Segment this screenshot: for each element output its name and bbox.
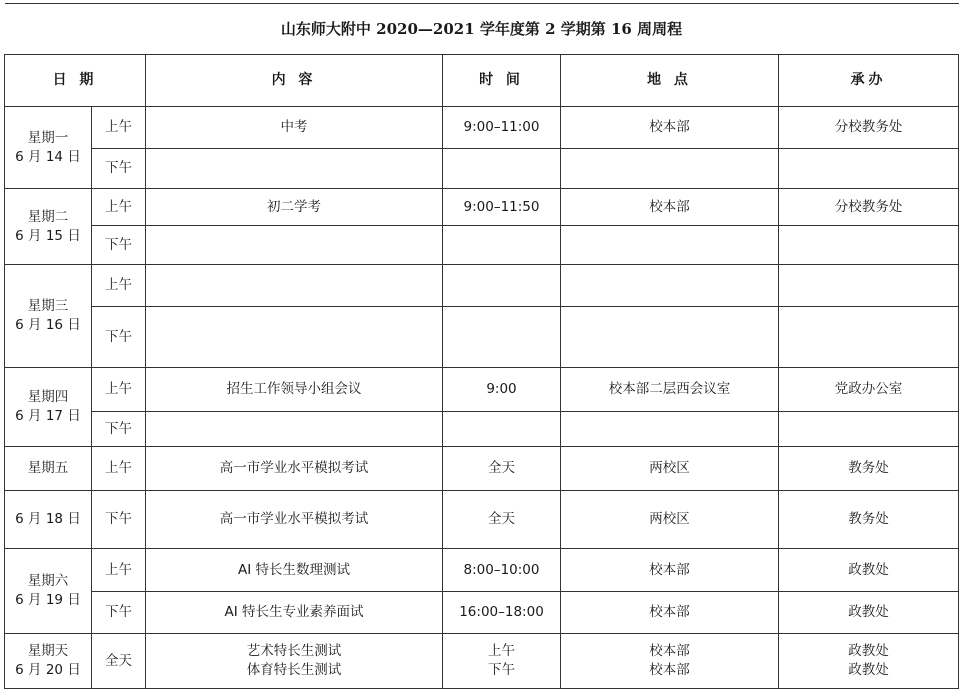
time-cell bbox=[443, 265, 561, 307]
content-cell bbox=[146, 634, 443, 689]
period-cell: 下午 bbox=[92, 592, 146, 634]
content-line: 艺术特长生测试 bbox=[246, 643, 342, 659]
host-cell bbox=[779, 634, 959, 689]
content-cell: 高一市学业水平模拟考试 bbox=[146, 447, 443, 491]
host-cell bbox=[779, 307, 959, 368]
content-cell bbox=[146, 412, 443, 447]
place-cell bbox=[561, 265, 779, 307]
content-cell: 高一市学业水平模拟考试 bbox=[146, 491, 443, 549]
host-cell: 政教处 bbox=[779, 549, 959, 592]
day-weekday: 星期三 bbox=[27, 298, 69, 314]
content-cell bbox=[146, 307, 443, 368]
table-row bbox=[5, 549, 959, 592]
period-cell: 下午 bbox=[92, 307, 146, 368]
period-cell: 上午 bbox=[92, 107, 146, 149]
place-cell: 两校区 bbox=[561, 447, 779, 491]
schedule-table bbox=[4, 3, 959, 689]
day-weekday: 星期四 bbox=[27, 389, 69, 405]
time-cell bbox=[443, 634, 561, 689]
host-cell: 党政办公室 bbox=[779, 368, 959, 412]
period-cell: 上午 bbox=[92, 265, 146, 307]
time-line: 下午 bbox=[488, 662, 515, 678]
place-cell: 校本部二层西会议室 bbox=[561, 368, 779, 412]
schedule-sheet bbox=[4, 3, 958, 693]
day-weekday: 星期六 bbox=[27, 573, 69, 589]
table-row bbox=[5, 491, 959, 549]
table-row bbox=[5, 265, 959, 307]
day-date-cell: 6 月 18 日 bbox=[5, 491, 92, 549]
host-line: 政教处 bbox=[848, 643, 889, 659]
host-cell: 政教处 bbox=[779, 592, 959, 634]
place-line: 校本部 bbox=[649, 662, 690, 678]
period-cell: 上午 bbox=[92, 447, 146, 491]
time-cell: 16:00–18:00 bbox=[443, 592, 561, 634]
period-cell: 下午 bbox=[92, 412, 146, 447]
host-cell: 分校教务处 bbox=[779, 189, 959, 226]
table-row bbox=[5, 189, 959, 226]
time-cell: 全天 bbox=[443, 491, 561, 549]
table-row bbox=[5, 634, 959, 689]
host-cell: 教务处 bbox=[779, 447, 959, 491]
content-line: 体育特长生测试 bbox=[246, 662, 342, 678]
place-cell: 校本部 bbox=[561, 189, 779, 226]
period-cell: 上午 bbox=[92, 549, 146, 592]
place-line: 校本部 bbox=[649, 643, 690, 659]
day-date: 6 月 14 日 bbox=[15, 148, 81, 165]
place-cell: 校本部 bbox=[561, 549, 779, 592]
place-cell bbox=[561, 412, 779, 447]
host-cell: 分校教务处 bbox=[779, 107, 959, 149]
time-cell bbox=[443, 149, 561, 189]
table-row bbox=[5, 107, 959, 149]
time-cell bbox=[443, 226, 561, 265]
host-cell bbox=[779, 149, 959, 189]
period-cell: 下午 bbox=[92, 491, 146, 549]
day-weekday-cell: 星期五 bbox=[5, 447, 92, 491]
page-title: 山东师大附中 2020—2021 学年度第 2 学期第 16 周周程 bbox=[5, 4, 959, 55]
period-cell: 下午 bbox=[92, 149, 146, 189]
time-line: 上午 bbox=[488, 643, 515, 659]
table-row bbox=[5, 307, 959, 368]
table-row bbox=[5, 149, 959, 189]
day-cell bbox=[5, 549, 92, 634]
day-cell bbox=[5, 265, 92, 368]
time-cell bbox=[443, 307, 561, 368]
period-cell: 下午 bbox=[92, 226, 146, 265]
place-cell bbox=[561, 634, 779, 689]
header-host: 承办 bbox=[779, 55, 959, 107]
day-date: 6 月 16 日 bbox=[15, 317, 81, 333]
table-row bbox=[5, 412, 959, 447]
day-cell bbox=[5, 634, 92, 689]
host-cell: 教务处 bbox=[779, 491, 959, 549]
place-cell: 校本部 bbox=[561, 107, 779, 149]
table-row bbox=[5, 368, 959, 412]
day-weekday: 星期一 bbox=[27, 129, 69, 146]
content-cell: AI 特长生专业素养面试 bbox=[146, 592, 443, 634]
day-weekday: 星期天 bbox=[27, 643, 69, 659]
day-cell bbox=[5, 107, 92, 189]
time-cell bbox=[443, 412, 561, 447]
header-place: 地 点 bbox=[561, 55, 779, 107]
host-line: 政教处 bbox=[848, 662, 889, 678]
place-cell: 两校区 bbox=[561, 491, 779, 549]
time-cell: 9:00–11:50 bbox=[443, 189, 561, 226]
time-cell: 9:00–11:00 bbox=[443, 107, 561, 149]
content-cell bbox=[146, 149, 443, 189]
day-date: 6 月 19 日 bbox=[15, 592, 81, 608]
day-date: 6 月 17 日 bbox=[15, 408, 81, 424]
period-cell: 上午 bbox=[92, 189, 146, 226]
day-cell bbox=[5, 368, 92, 447]
day-weekday: 星期二 bbox=[27, 208, 69, 225]
header-content: 内 容 bbox=[146, 55, 443, 107]
content-cell bbox=[146, 265, 443, 307]
content-cell bbox=[146, 226, 443, 265]
day-date: 6 月 20 日 bbox=[15, 662, 81, 678]
period-cell: 上午 bbox=[92, 368, 146, 412]
place-cell bbox=[561, 307, 779, 368]
header-date: 日 期 bbox=[5, 55, 146, 107]
host-cell bbox=[779, 265, 959, 307]
period-cell: 全天 bbox=[92, 634, 146, 689]
day-cell bbox=[5, 189, 92, 265]
time-cell: 9:00 bbox=[443, 368, 561, 412]
time-cell: 8:00–10:00 bbox=[443, 549, 561, 592]
host-cell bbox=[779, 412, 959, 447]
content-cell: 初二学考 bbox=[146, 189, 443, 226]
time-cell: 全天 bbox=[443, 447, 561, 491]
content-cell: 招生工作领导小组会议 bbox=[146, 368, 443, 412]
place-cell bbox=[561, 226, 779, 265]
table-row bbox=[5, 447, 959, 491]
content-cell: AI 特长生数理测试 bbox=[146, 549, 443, 592]
day-date: 6 月 15 日 bbox=[15, 227, 81, 244]
header-time: 时 间 bbox=[443, 55, 561, 107]
place-cell bbox=[561, 149, 779, 189]
content-cell: 中考 bbox=[146, 107, 443, 149]
host-cell bbox=[779, 226, 959, 265]
table-row bbox=[5, 592, 959, 634]
header-row bbox=[5, 55, 959, 107]
place-cell: 校本部 bbox=[561, 592, 779, 634]
table-row bbox=[5, 226, 959, 265]
